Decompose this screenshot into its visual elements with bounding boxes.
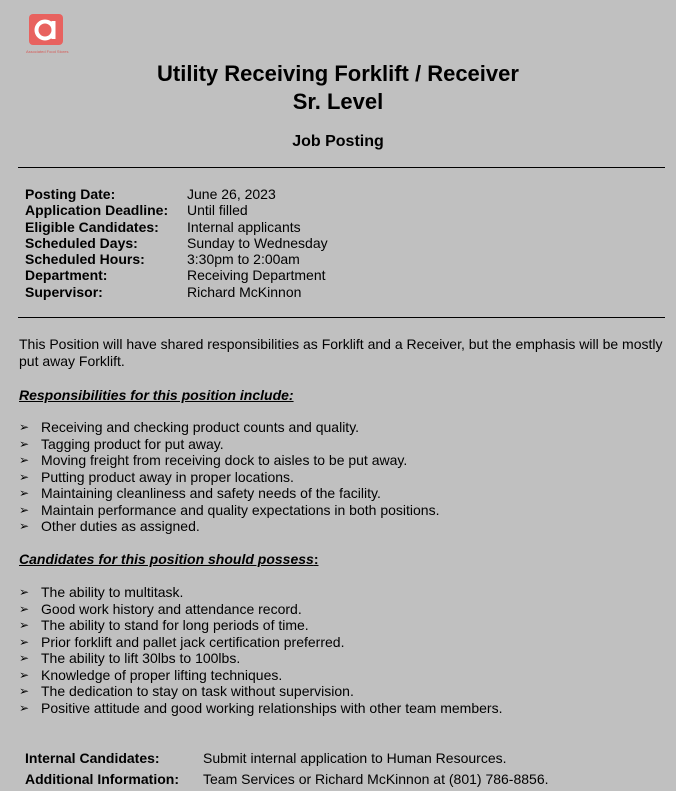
list-item	[19, 584, 502, 601]
company-logo	[26, 14, 76, 58]
info-label: Eligible Candidates:	[25, 218, 159, 235]
footer-value: Submit internal application to Human Resources.	[203, 750, 507, 766]
list-item-text: Other duties as assigned.	[41, 518, 200, 534]
title-line-2: Sr. Level	[292, 89, 384, 114]
info-row	[25, 251, 328, 267]
info-label: Posting Date:	[25, 186, 116, 202]
list-item-text: The ability to multitask.	[41, 584, 184, 600]
list-item	[19, 452, 439, 469]
posting-info-table	[25, 186, 328, 300]
info-row	[25, 219, 328, 235]
arrow-bullet-icon: ➢	[19, 634, 30, 649]
list-item	[19, 502, 439, 519]
arrow-bullet-icon: ➢	[19, 684, 30, 698]
page-title	[0, 60, 676, 116]
arrow-bullet-icon: ➢	[19, 618, 30, 632]
arrow-bullet-icon: ➢	[19, 420, 30, 434]
info-label: Scheduled Hours:	[25, 251, 145, 268]
divider-middle	[18, 317, 665, 318]
arrow-bullet-icon: ➢	[19, 667, 30, 682]
info-label: Supervisor:	[25, 283, 103, 300]
info-row	[25, 186, 328, 202]
info-value: Receiving Department	[187, 267, 326, 284]
logo-a-icon	[29, 14, 63, 45]
list-item	[19, 634, 502, 651]
list-item	[19, 700, 502, 717]
responsibilities-heading: Responsibilities for this position include:	[19, 387, 294, 403]
list-item-text: The ability to lift 30lbs to 100lbs.	[41, 650, 241, 666]
info-row	[25, 202, 328, 218]
footer-row	[25, 769, 549, 790]
candidates-heading	[19, 551, 319, 567]
info-value: Until filled	[187, 202, 248, 219]
list-item-text: Maintain performance and quality expectations in both positions.	[41, 501, 440, 518]
list-item-text: Knowledge of proper lifting techniques.	[41, 666, 283, 683]
list-item	[19, 436, 439, 453]
info-value: Sunday to Wednesday	[187, 234, 328, 251]
arrow-bullet-icon: ➢	[19, 519, 30, 533]
footer-label: Additional Information:	[25, 771, 179, 787]
divider-top	[18, 167, 665, 168]
candidates-list	[19, 584, 502, 716]
arrow-bullet-icon: ➢	[19, 469, 30, 484]
list-item-text: Maintaining cleanliness and safety needs of the facility.	[41, 485, 381, 501]
arrow-bullet-icon: ➢	[19, 502, 30, 517]
list-item-text: The ability to stand for long periods of time.	[41, 617, 309, 633]
footer-info	[25, 748, 549, 790]
logo-mark	[29, 14, 63, 45]
responsibilities-list	[19, 419, 439, 535]
arrow-bullet-icon: ➢	[19, 486, 30, 500]
list-item-text: Moving freight from receiving dock to aisles to be put away.	[41, 452, 408, 468]
list-item	[19, 667, 502, 684]
list-item	[19, 650, 502, 667]
list-item-text: Positive attitude and good working relationships with other team members.	[41, 699, 503, 716]
title-line-1: Utility Receiving Forklift / Receiver	[157, 61, 519, 86]
footer-row	[25, 748, 549, 769]
arrow-bullet-icon: ➢	[19, 651, 30, 665]
list-item-text: Receiving and checking product counts and quality.	[41, 419, 360, 435]
list-item	[19, 518, 439, 535]
list-item-text: Putting product away in proper locations.	[41, 468, 294, 485]
arrow-bullet-icon: ➢	[19, 436, 30, 451]
footer-label: Internal Candidates:	[25, 750, 160, 766]
info-value: Internal applicants	[187, 218, 301, 235]
info-value: 3:30pm to 2:00am	[187, 251, 300, 268]
list-item	[19, 469, 439, 486]
list-item-text: Tagging product for put away.	[41, 435, 224, 452]
arrow-bullet-icon: ➢	[19, 601, 30, 616]
intro-paragraph: This Position will have shared responsibilities as Forklift and a Receiver, but the emphasis will be mostly put away Forklift.	[19, 336, 663, 369]
list-item	[19, 419, 439, 436]
footer-value: Team Services or Richard McKinnon at (801) 786-8856.	[203, 771, 549, 787]
arrow-bullet-icon: ➢	[19, 700, 30, 715]
list-item	[19, 617, 502, 634]
candidates-heading-text: Candidates for this position should possess	[19, 551, 314, 567]
list-item-text: Good work history and attendance record.	[41, 600, 302, 617]
info-row	[25, 284, 328, 300]
logo-caption: Associated Food Stores	[26, 49, 69, 54]
page-subtitle: Job Posting	[292, 133, 384, 150]
arrow-bullet-icon: ➢	[19, 585, 30, 599]
list-item	[19, 683, 502, 700]
candidates-heading-colon: :	[313, 551, 319, 567]
info-row	[25, 235, 328, 251]
list-item	[19, 485, 439, 502]
arrow-bullet-icon: ➢	[19, 453, 30, 467]
info-row	[25, 267, 328, 283]
list-item-text: Prior forklift and pallet jack certification preferred.	[41, 633, 345, 650]
info-label: Application Deadline:	[25, 202, 169, 219]
info-value: Richard McKinnon	[187, 283, 302, 300]
list-item	[19, 601, 502, 618]
list-item-text: The dedication to stay on task without supervision.	[41, 683, 354, 699]
info-label: Department:	[25, 267, 108, 284]
info-label: Scheduled Days:	[25, 234, 138, 251]
info-value: June 26, 2023	[187, 186, 276, 202]
